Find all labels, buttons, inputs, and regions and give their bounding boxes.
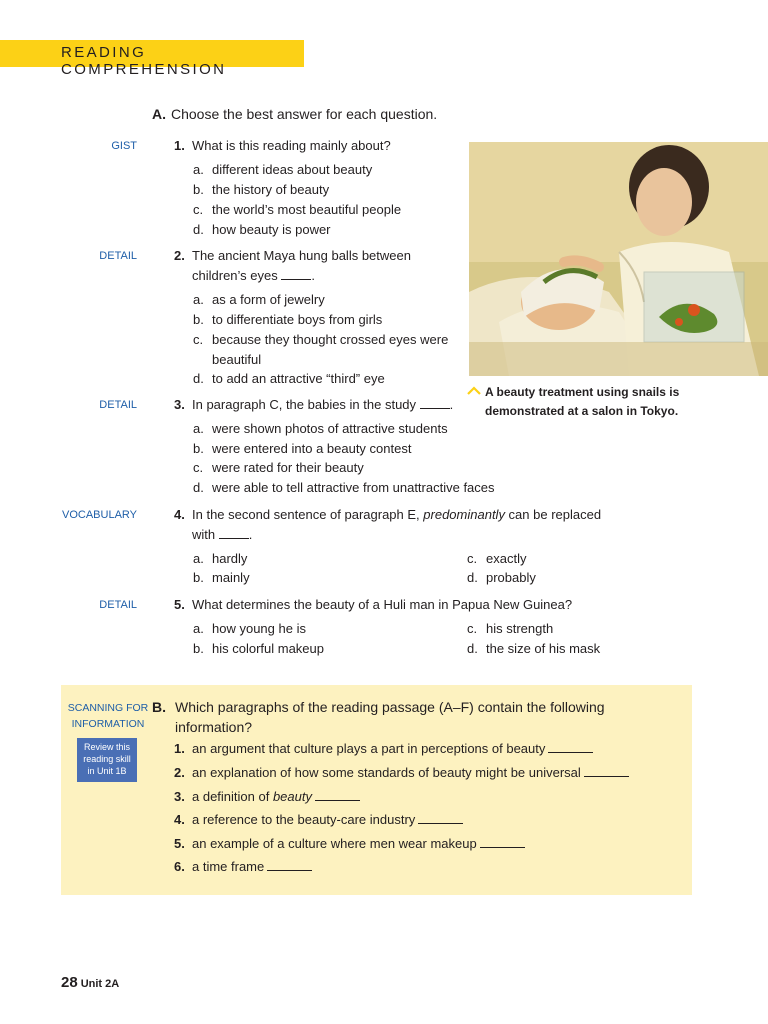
scan-item: 3. a definition of beauty [174, 789, 360, 804]
scan-item: 2. an explanation of how some standards of beauty might be universal [174, 765, 629, 780]
answer-option[interactable]: c. his strength [467, 621, 554, 636]
question-text: The ancient Maya hung balls between children’s eyes . [192, 248, 411, 283]
unit-label: Unit 2A [80, 978, 120, 990]
section-b-instruction [152, 697, 605, 735]
answer-blank [219, 527, 249, 539]
question-text: What is this reading mainly about? [192, 138, 391, 153]
question-tag: GIST [111, 140, 137, 152]
answer-option[interactable]: a. how young he is [193, 621, 306, 636]
question-text: What determines the beauty of a Huli man in Papua New Guinea? [192, 597, 573, 612]
question-text: In the second sentence of paragraph E, predominantly can be replaced with . [192, 507, 602, 542]
answer-option[interactable]: c. were rated for their beauty [193, 460, 364, 475]
question-tag: DETAIL [99, 250, 137, 262]
answer-option[interactable]: b. mainly [193, 570, 250, 585]
answer-option[interactable]: d. the size of his mask [467, 641, 601, 656]
scan-item: 6. a time frame [174, 859, 312, 874]
question-text: In paragraph C, the babies in the study . [192, 397, 454, 412]
section-header-band [0, 40, 304, 78]
answer-option[interactable]: c. the world’s most beautiful people [193, 202, 402, 217]
answer-blank[interactable] [315, 789, 360, 801]
section-header-title: READING COMPREHENSION [61, 44, 227, 78]
question-number: 5. [174, 597, 185, 612]
question-tag: VOCABULARY [62, 509, 137, 521]
page-footer [61, 974, 119, 991]
beauty-treatment-illustration [469, 142, 768, 376]
answer-option[interactable]: c. because they thought crossed eyes were beautiful [193, 332, 449, 367]
section-b-instruction-text: Which paragraphs of the reading passage (A–F) contain the following information? [175, 699, 605, 735]
section-b-letter: B. [152, 699, 166, 715]
question-number: 2. [174, 248, 185, 263]
scan-item: 1. an argument that culture plays a part in perceptions of beauty [174, 741, 593, 756]
question-tag: DETAIL [99, 399, 137, 411]
answer-blank[interactable] [548, 741, 593, 753]
answer-option[interactable]: a. as a form of jewelry [193, 292, 325, 307]
answer-option[interactable]: b. were entered into a beauty contest [193, 441, 412, 456]
section-a-letter: A. [152, 106, 166, 122]
answer-blank[interactable] [267, 859, 312, 871]
question-number: 3. [174, 397, 185, 412]
answer-option[interactable]: a. were shown photos of attractive students [193, 421, 448, 436]
answer-option[interactable]: b. to differentiate boys from girls [193, 312, 383, 327]
section-a-instruction [152, 106, 437, 122]
answer-blank[interactable] [480, 836, 525, 848]
photo-caption: A beauty treatment using snails is demonstrated at a salon in Tokyo. [485, 385, 680, 418]
question-tag: DETAIL [99, 599, 137, 611]
answer-option[interactable]: b. his colorful makeup [193, 641, 324, 656]
answer-option[interactable]: d. probably [467, 570, 536, 585]
section-a-instruction-text: Choose the best answer for each question. [171, 106, 438, 122]
salon-photo [469, 142, 768, 376]
question-number: 4. [174, 507, 185, 522]
question-number: 1. [174, 138, 185, 153]
skill-tag: SCANNING FOR INFORMATION [67, 702, 149, 730]
answer-blank[interactable] [418, 812, 463, 824]
answer-option[interactable]: b. the history of beauty [193, 182, 330, 197]
answer-blank [281, 268, 311, 280]
answer-option[interactable]: c. exactly [467, 551, 527, 566]
answer-option[interactable]: d. to add an attractive “third” eye [193, 371, 385, 386]
review-skill-badge: Review this reading skill in Unit 1B [77, 738, 137, 782]
answer-blank[interactable] [584, 765, 629, 777]
scan-item: 4. a reference to the beauty-care industry [174, 812, 463, 827]
answer-option[interactable]: a. hardly [193, 551, 248, 566]
page-number: 28 [61, 974, 78, 991]
answer-option[interactable]: d. were able to tell attractive from unattractive faces [193, 480, 495, 495]
caption-caret-icon [467, 386, 481, 396]
scan-item: 5. an example of a culture where men wear makeup [174, 836, 525, 851]
answer-option[interactable]: a. different ideas about beauty [193, 162, 373, 177]
answer-blank [420, 397, 450, 409]
answer-option[interactable]: d. how beauty is power [193, 222, 331, 237]
